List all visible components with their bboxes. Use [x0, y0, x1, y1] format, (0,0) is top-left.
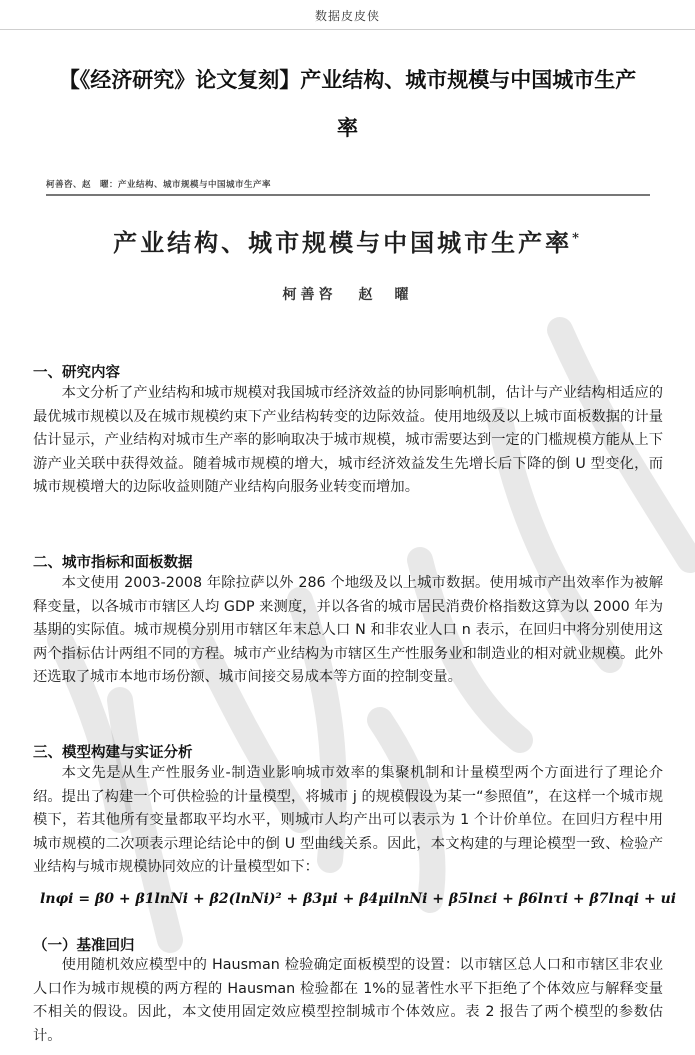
page-header — [0, 0, 695, 30]
section-heading-2: 二、城市指标和面板数据 — [33, 555, 193, 571]
subsection-heading: （一）基准回归 — [33, 938, 135, 954]
subsection-paragraph: 使用随机效应模型中的 Hausman 检验确定面板模型的设置：以市辖区总人口和市辖区非农业人口作为城市规模的两方程的 Hausman 检验都在 1%的显著性水平下拒绝了个体效应与解释变量不相关的假设。因此，本文使用固定效应模型控制城市个体效应。表 2 报告了两个模型的参数估计。 — [33, 957, 663, 1044]
paper-title — [60, 223, 635, 258]
paper-authors — [60, 284, 635, 304]
section-3-paragraph: 本文先是从生产性服务业-制造业影响城市效率的集聚机制和计量模型两个方面进行了理论介绍。提出了构建一个可供检验的计量模型，将城市 j 的规模假设为某一“参照值”，在这样一个城市规模下，若其他所有变量都取平均水平，则城市人均产出可以表示为 1 个计价单位。在回归方程中用城市规模的二次项表示理论结论中的倒 U 型曲线关系。因此，本文构建的与理论模型一致、检验产业结构与城市规模协同效应的计量模型如下： — [33, 765, 663, 875]
document-title-line1: 【《经济研究》论文复刻】产业结构、城市规模与中国城市生产 — [58, 68, 637, 92]
page-header-text: 数据皮皮侠 — [314, 9, 380, 23]
paper-title-mark: * — [572, 231, 582, 246]
scan-running-header: 柯善咨、赵 曜：产业结构、城市规模与中国城市生产率 — [46, 180, 272, 190]
paper-title-text: 产业结构、城市规模与中国城市生产率 — [113, 228, 573, 257]
regression-equation: lnφi = β0 + β1lnNi + β2(lnNi)² + β3μi + β4μilnNi + β5lnεi + β6lnτi + β7lnqi + ui — [40, 891, 677, 907]
section-1-paragraph: 本文分析了产业结构和城市规模对我国城市经济效益的协同影响机制，估计与产业结构相适应的最优城市规模以及在城市规模约束下产业结构转变的边际效益。使用地级及以上城市面板数据的计量估计显示，产业结构对城市生产率的影响取决于城市规模，城市需要达到一定的门槛规模方能从上下游产业关联中获得效益。随着城市规模的增大，城市经济效益发生先增长后下降的倒 U 型变化，而城市规模增大的边际收益则随产业结构向服务业转变而增加。 — [33, 385, 663, 495]
section-heading-1: 一、研究内容 — [33, 365, 120, 381]
author-2: 赵 曜 — [358, 287, 413, 303]
scan-header-rule — [46, 194, 650, 196]
document-title — [18, 56, 677, 152]
document-title-line2: 率 — [337, 116, 358, 140]
author-1: 柯善咨 — [282, 287, 337, 303]
section-2-paragraph: 本文使用 2003-2008 年除拉萨以外 286 个地级及以上城市数据。使用城市产出效率作为被解释变量，以各城市市辖区人均 GDP 来测度，并以各省的城市居民消费价格指数这算为以 2000 年为基期的实际值。城市规模分别用市辖区年末总人口 N 和非农业人口 n 表示，在回归中将分别使用这两个指标估计两组不同的方程。城市产业结构为市辖区生产性服务业和制造业的相对就业规模。此外还选取了城市本地市场份额、城市间接交易成本等方面的控制变量。 — [33, 575, 663, 685]
section-heading-3: 三、模型构建与实证分析 — [33, 745, 193, 761]
